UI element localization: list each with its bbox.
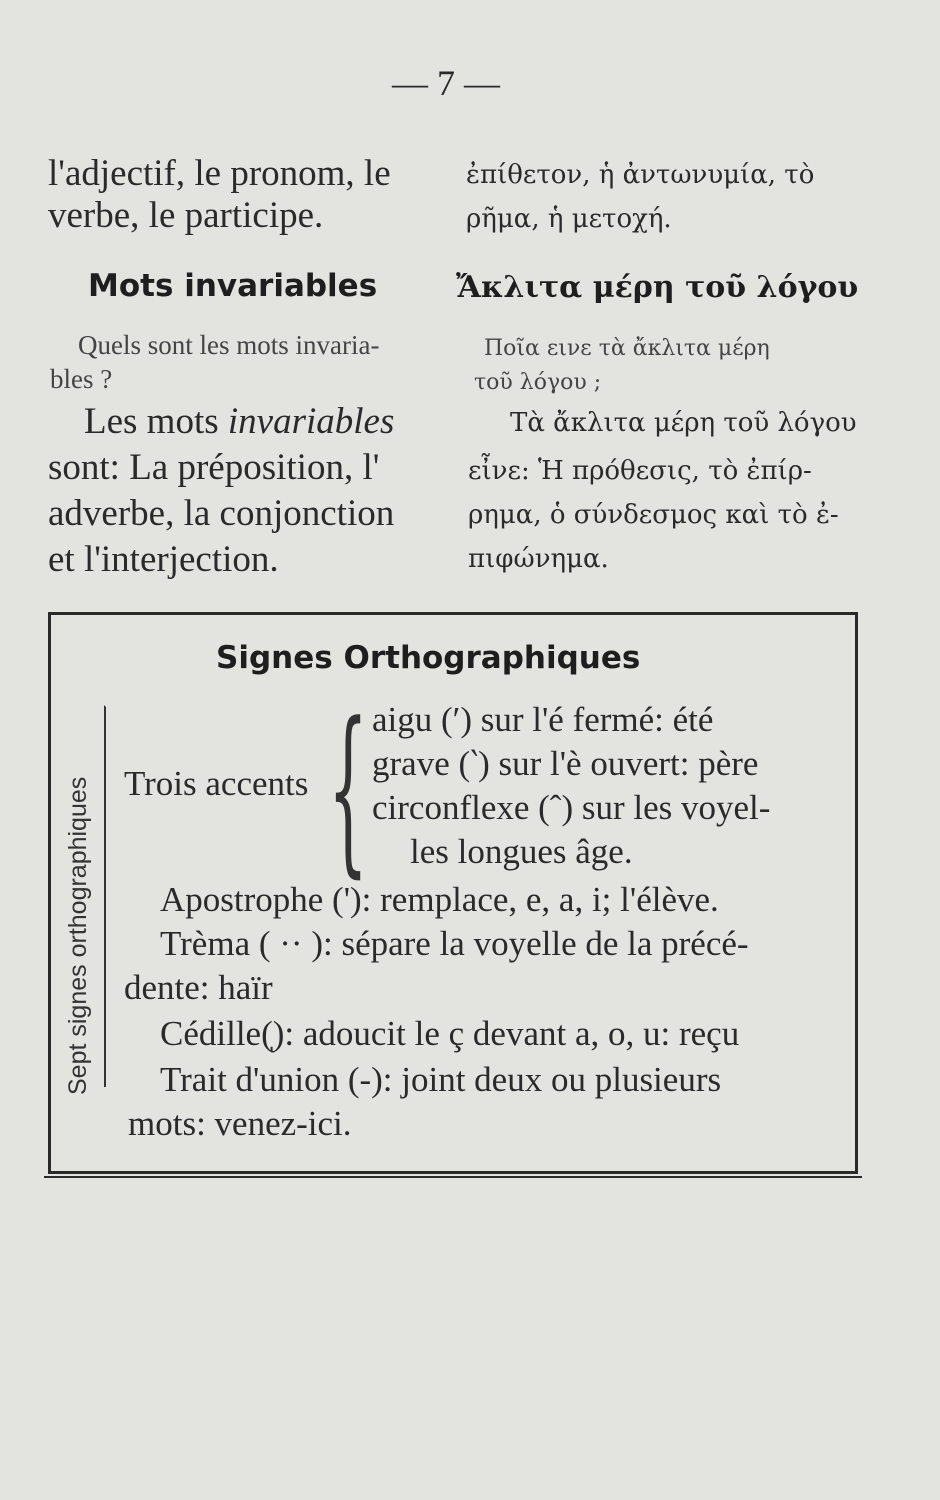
answer-gr-line-1: Τὰ ἄκλιτα μέρη τοῦ λόγου	[510, 408, 857, 438]
answer-fr-line-2: sont: La préposition, l'	[48, 447, 380, 488]
trema-line-cont: dente: haïr	[124, 968, 273, 1007]
answer-fr-line-3: adverbe, la conjonction	[48, 493, 395, 534]
intro-fr-line-1: l'adjectif, le pronom, le	[48, 153, 391, 194]
trait-union-line: Trait d'union (-): joint deux ou plusieurs	[160, 1060, 722, 1099]
intro-gr-line-1: ἐπίθετον, ἡ ἀντωνυμία, τὸ	[466, 160, 815, 190]
intro-gr-line-2: ρῆμα, ἡ μετοχή.	[466, 204, 672, 234]
accent-grave: grave (‵) sur l'è ouvert: père	[372, 744, 759, 783]
cedille-line: Cédille(ͅ): adoucit le ç devant a, o, u: reçu	[160, 1014, 740, 1053]
trait-union-line-cont: mots: venez-ici.	[128, 1104, 352, 1143]
answer-fr-line-1: Les mots invariables	[84, 401, 395, 442]
section-heading-fr: Mots invariables	[88, 268, 378, 304]
question-fr-line-1: Quels sont les mots invaria-	[78, 330, 380, 360]
accent-circonflexe: circonflexe (ˆ) sur les voyel-	[372, 788, 771, 827]
answer-gr-line-2: εἶνε: Ἡ πρόθεσις, τὸ ἐπίρ-	[468, 456, 812, 486]
side-label: Sept signes orthographiques	[64, 776, 92, 1095]
accent-circonflexe-cont: les longues âge.	[410, 832, 633, 871]
question-fr-line-2: bles ?	[50, 364, 113, 394]
accent-aigu: aigu (′) sur l'é fermé: été	[372, 700, 714, 739]
answer-gr-line-4: πιφώνημα.	[468, 544, 609, 574]
accents-brace: {	[328, 685, 369, 894]
section-heading-gr: Ἄκλιτα μέρη τοῦ λόγου	[456, 270, 859, 305]
intro-fr-line-2: verbe, le participe.	[48, 195, 324, 236]
answer-fr-line-4: et l'interjection.	[48, 539, 279, 580]
accents-label: Trois accents	[124, 764, 309, 803]
trema-line: Trèma ( ·· ): sépare la voyelle de la précé-	[160, 924, 749, 963]
side-brace	[104, 705, 120, 1087]
page-number: — 7 —	[392, 63, 500, 103]
answer-gr-line-3: ρημα, ὁ σύνδεσμος καὶ τὸ ἐ-	[468, 500, 839, 530]
box-title: Signes Orthographiques	[216, 640, 641, 676]
answer-fr-italic: invariables	[227, 401, 395, 442]
apostrophe-line: Apostrophe ('): remplace, e, a, i; l'élève.	[160, 880, 719, 919]
question-gr-line-1: Ποῖα εινε τὰ ἄκλιτα μέρη	[484, 336, 770, 361]
question-gr-line-2: τοῦ λόγου ;	[474, 370, 602, 395]
